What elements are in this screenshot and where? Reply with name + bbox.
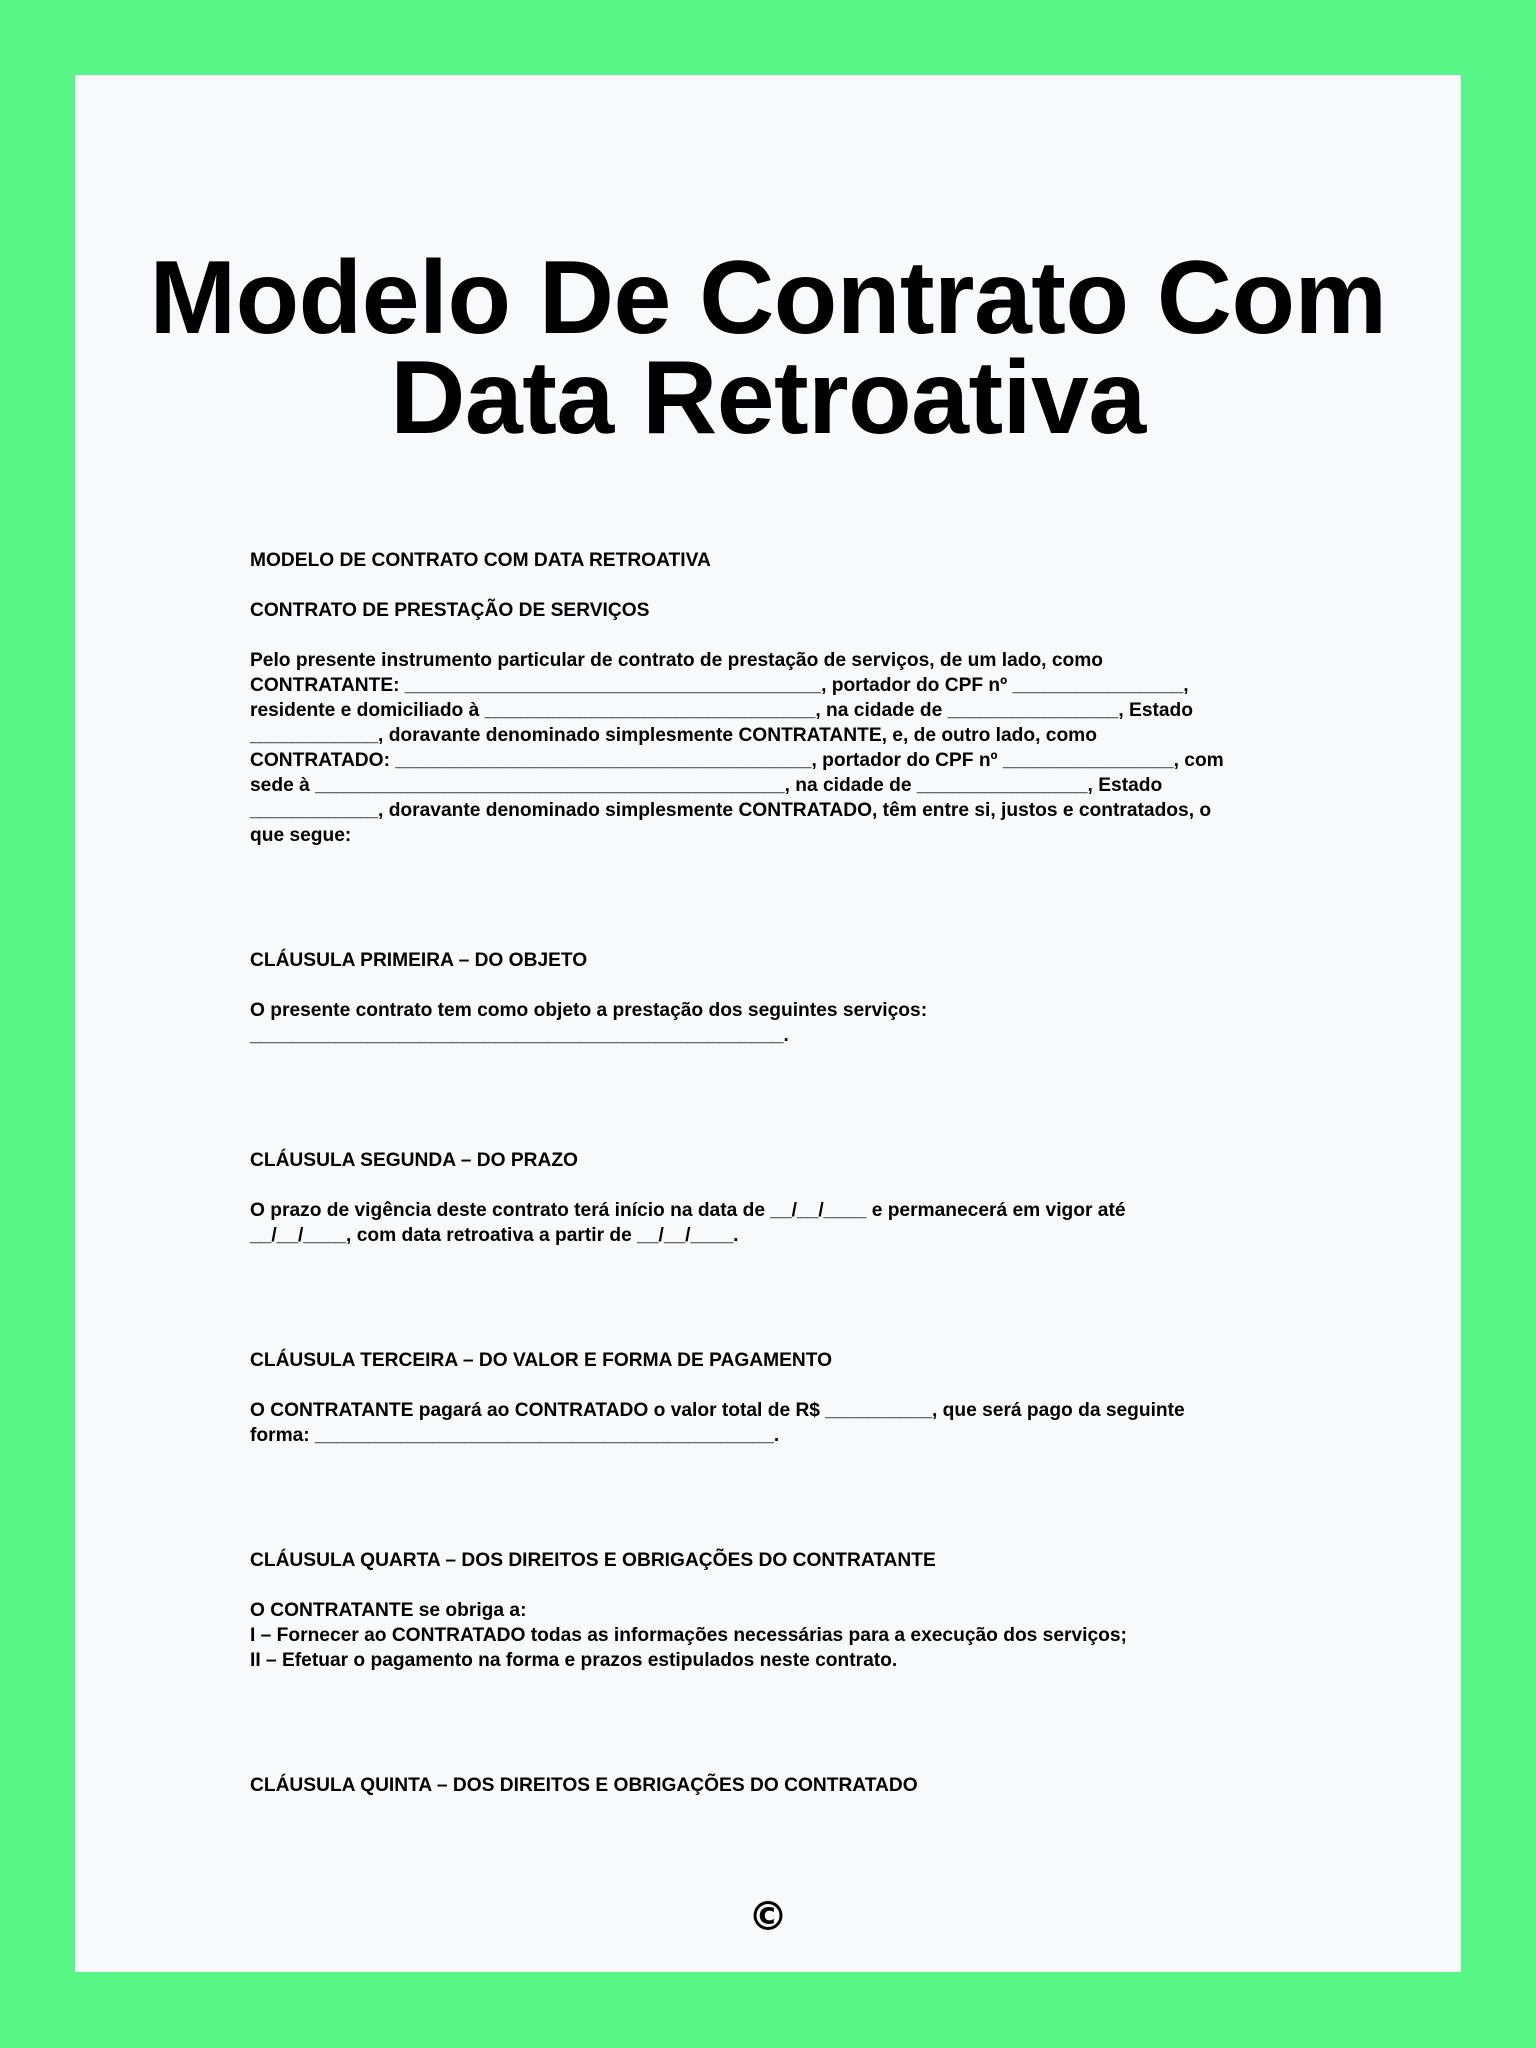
clause-5-title: CLÁUSULA QUINTA – DOS DIREITOS E OBRIGAÇÕES DO CONTRATADO — [250, 1775, 918, 1796]
clause-4-title: CLÁUSULA QUARTA – DOS DIREITOS E OBRIGAÇÕES DO CONTRATANTE — [250, 1550, 936, 1571]
clause-2-title: CLÁUSULA SEGUNDA – DO PRAZO — [250, 1150, 578, 1171]
copyright-icon: © — [748, 1894, 788, 1940]
document-subheading: CONTRATO DE PRESTAÇÃO DE SERVIÇOS — [250, 600, 650, 621]
document-body — [250, 548, 1350, 1798]
document-page — [75, 75, 1461, 1972]
page-title-line-2: Data Retroativa — [390, 340, 1146, 456]
intro-paragraph: Pelo presente instrumento particular de contrato de prestação de serviços, de um lado, como CONTRATANTE: _______________________________________, portador do CPF nº ________________, residente e domiciliado à _______________________________, na cidade de ________________, Estado ____________, doravante denominado simplesmente CONTRATANTE, e, de outro lado, como CONTRATADO: _______________________________________, portador do CPF nº ________________, com sede à ____________________________________________, na cidade de ________________, Estado ____________, doravante denominado simplesmente CONTRATADO, têm entre si, justos e contratados, o que segue: — [250, 650, 1224, 846]
page-title — [75, 240, 1461, 456]
clause-3-title: CLÁUSULA TERCEIRA – DO VALOR E FORMA DE PAGAMENTO — [250, 1350, 833, 1371]
clause-1-title: CLÁUSULA PRIMEIRA – DO OBJETO — [250, 950, 588, 971]
clause-3-text: O CONTRATANTE pagará ao CONTRATADO o valor total de R$ __________, que será pago da seguinte forma: ___________________________________________. — [250, 1400, 1185, 1446]
clause-2-text: O prazo de vigência deste contrato terá início na data de __/__/____ e permanecerá em vigor até __/__/____, com data retroativa a partir de __/__/____. — [250, 1200, 1126, 1246]
document-heading: MODELO DE CONTRATO COM DATA RETROATIVA — [250, 550, 711, 571]
clause-4-text: O CONTRATANTE se obriga a: I – Fornecer ao CONTRATADO todas as informações necessárias para a execução dos serviços; II – Efetuar o pagamento na forma e prazos estipulados neste contrato. — [250, 1600, 1127, 1671]
page-title-line-1: Modelo De Contrato Com — [149, 240, 1387, 356]
clause-1-text: O presente contrato tem como objeto a prestação dos seguintes serviços: __________________________________________________. — [250, 1000, 928, 1046]
